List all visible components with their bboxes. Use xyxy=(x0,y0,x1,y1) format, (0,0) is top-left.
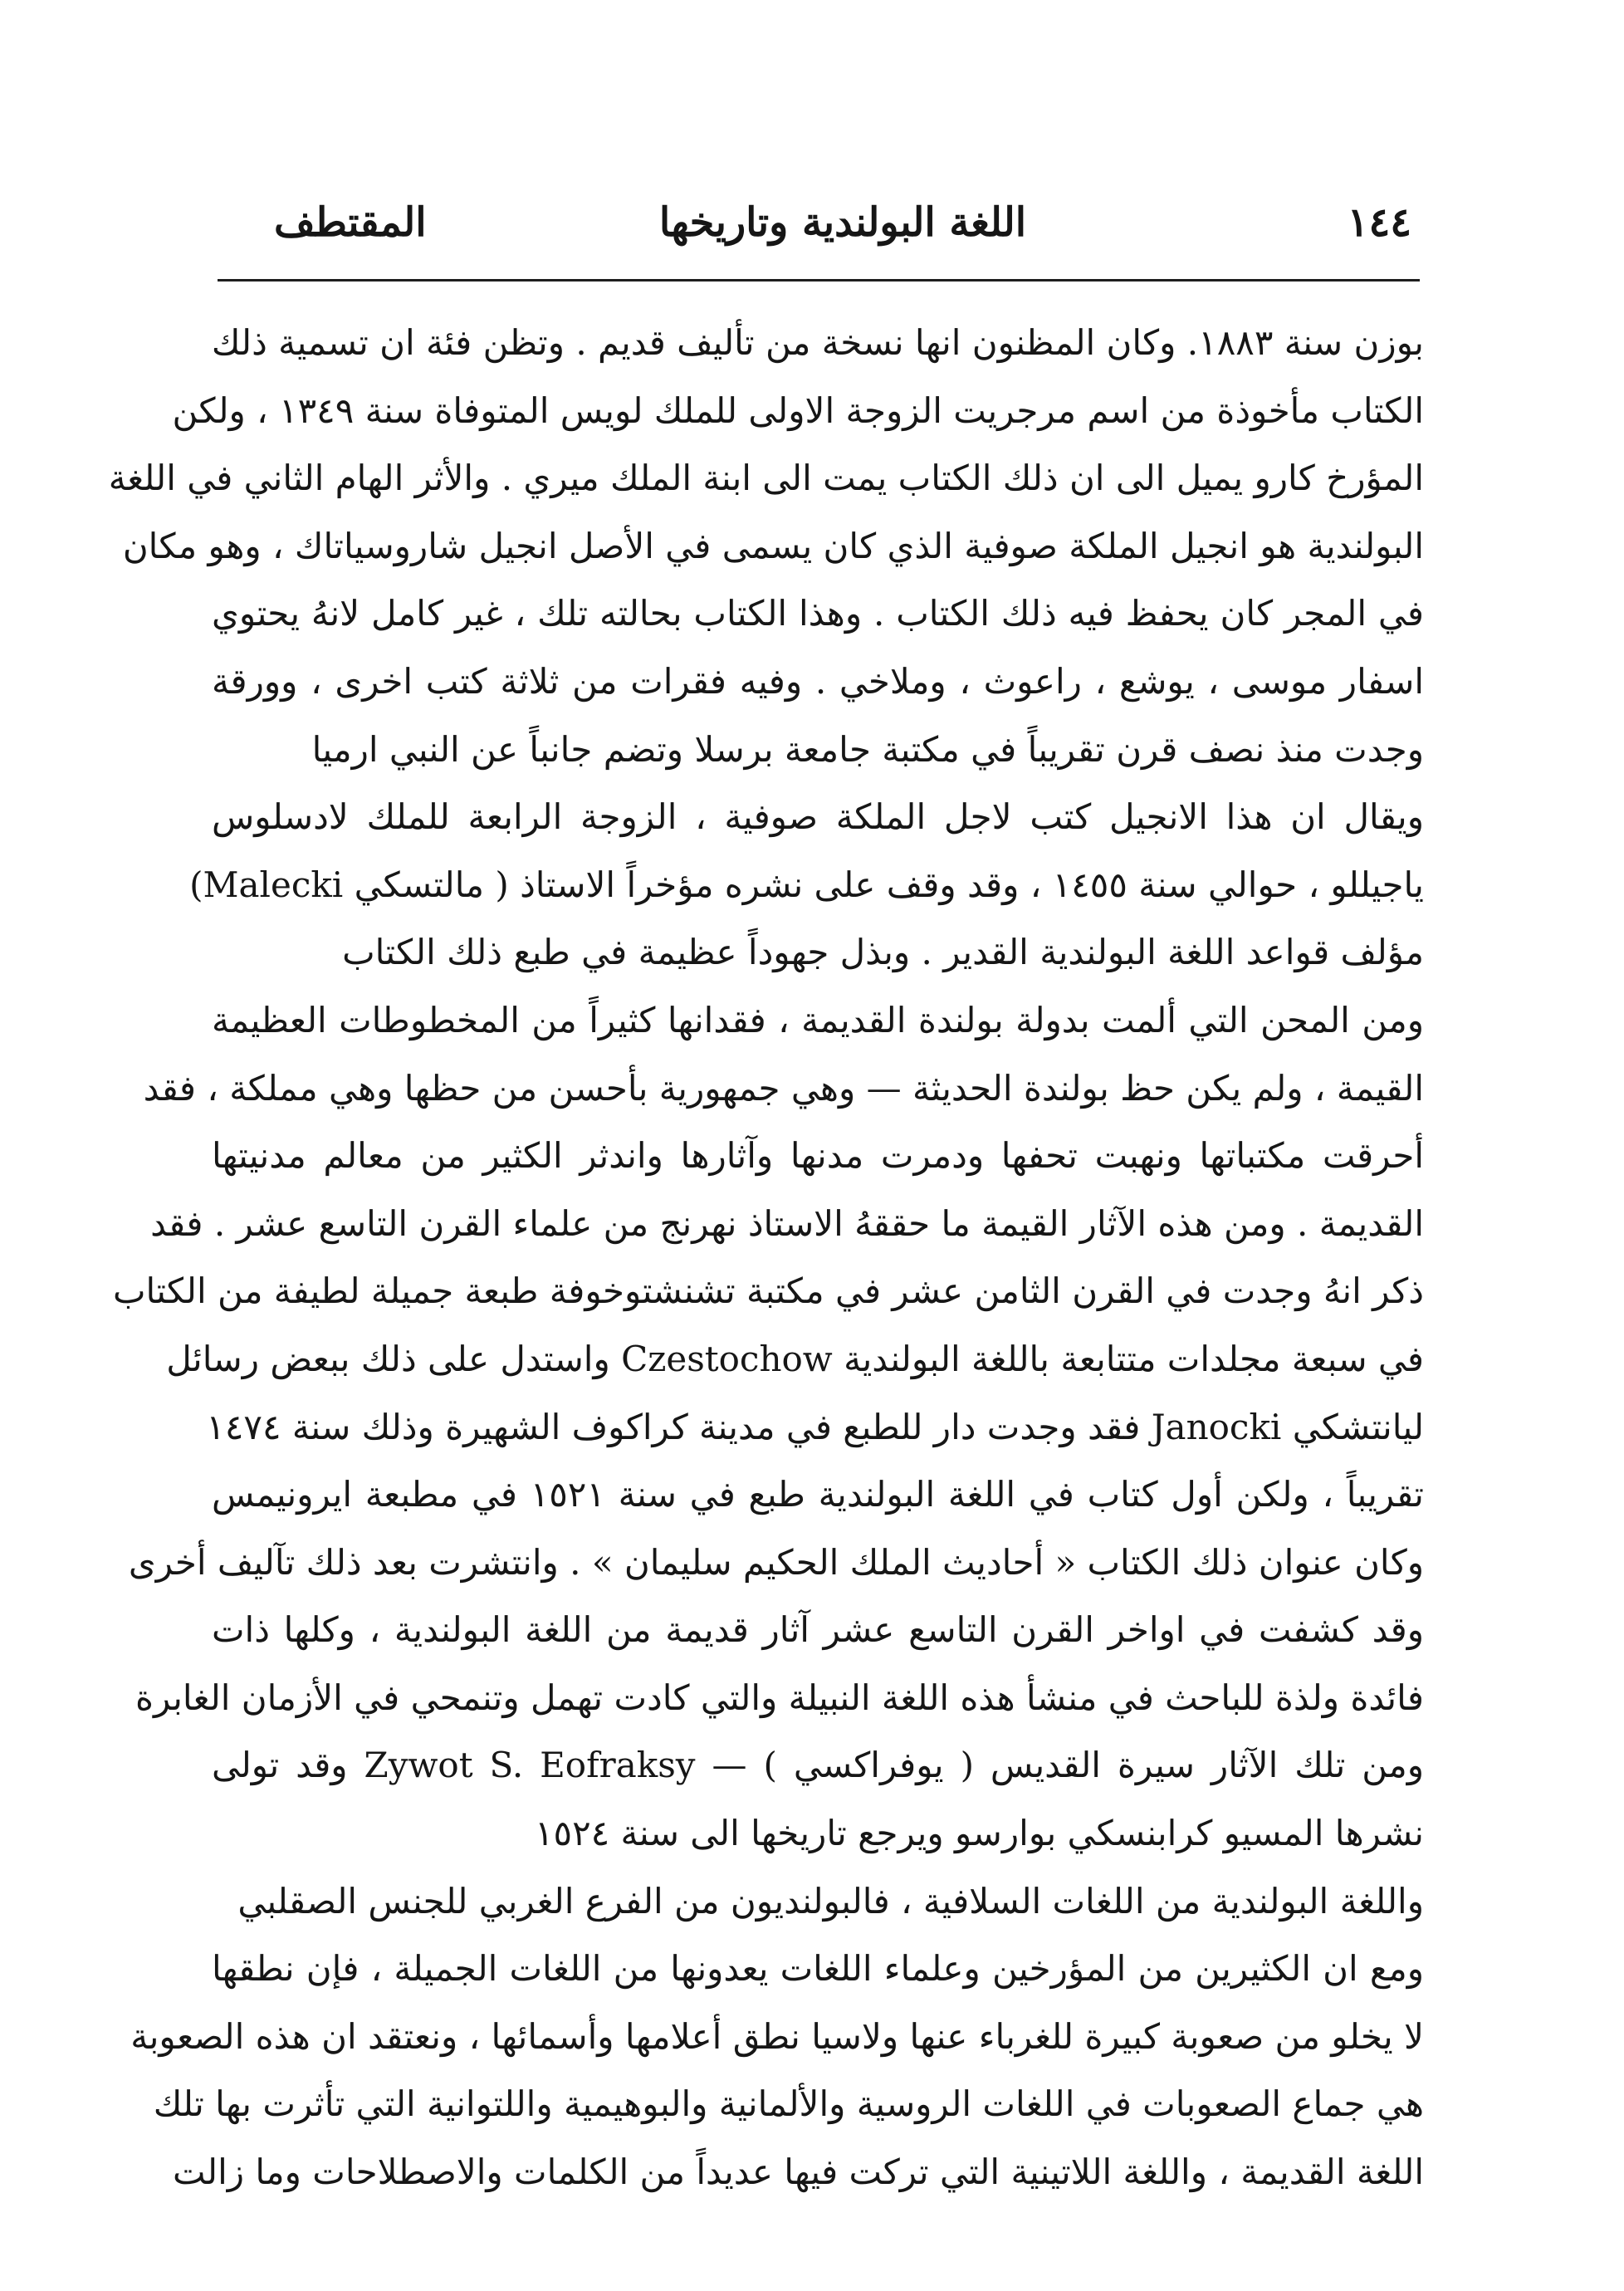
text-line: وكان عنوان ذلك الكتاب « أحاديث الملك الحكيم سليمان » . وانتشرت بعد ذلك تآليف أخرى xyxy=(128,1541,1424,1583)
text-line: فائدة ولذة للباحث في منشأ هذه اللغة النبيلة والتي كادت تهمل وتنمحي في الأزمان الغابرة xyxy=(135,1677,1424,1718)
page-header xyxy=(274,189,1411,256)
text-line: ليانتشكي Janocki فقد وجدت دار للطبع في مدينة كراكوف الشهيرة وذلك سنة ١٤٧٤ xyxy=(206,1406,1424,1447)
text-line: ذكر انهُ وجدت في القرن الثامن عشر في مكتبة تشنشتوخوفة طبعة جميلة لطيفة من الكتاب xyxy=(112,1270,1424,1312)
text-line: في المجر كان يحفظ فيه ذلك الكتاب . وهذا الكتاب بحالته تلك ، غير كامل لانهُ يحتوي xyxy=(212,593,1424,634)
text-line: ياجيللو ، حوالي سنة ١٤٥٥ ، وقد وقف على نشره مؤخراً الاستاذ ( مالتسكي Malecki) xyxy=(189,864,1424,905)
text-line: ومن تلك الآثار سيرة القديس ( يوفراكسي ) — Zywot S. Eofraksy وقد تولى xyxy=(212,1745,1424,1786)
text-line: أحرقت مكتباتها ونهبت تحفها ودمرت مدنها وآثارها واندثر الكثير من معالم مدنيتها xyxy=(212,1135,1424,1177)
text-line: وجدت منذ نصف قرن تقريباً في مكتبة جامعة برسلا وتضم جانباً عن النبي ارميا xyxy=(311,728,1424,770)
text-line: القديمة . ومن هذه الآثار القيمة ما حققهُ الاستاذ نهرنج من علماء القرن التاسع عشر . فقد xyxy=(150,1202,1424,1244)
header-rule xyxy=(218,279,1420,281)
text-line: الكتاب مأخوذة من اسم مرجريت الزوجة الاولى للملك لويس المتوفاة سنة ١٣٤٩ ، ولكن xyxy=(172,389,1424,431)
text-line: في سبعة مجلدات متتابعة باللغة البولندية Czestochow واستدل على ذلك ببعض رسائل xyxy=(166,1338,1424,1379)
text-line: هي جماع الصعوبات في اللغات الروسية والألمانية والبوهيمية واللتوانية التي تأثرت بها تلك xyxy=(153,2083,1424,2125)
journal-name: المقتطف xyxy=(274,199,427,246)
text-line: ومع ان الكثيرين من المؤرخين وعلماء اللغات يعدونها من اللغات الجميلة ، فإن نطقها xyxy=(212,1948,1424,1990)
text-line: المؤرخ كارو يميل الى ان ذلك الكتاب يمت الى ابنة الملك ميري . والأثر الهام الثاني في اللغة xyxy=(108,458,1424,499)
text-line: ويقال ان هذا الانجيل كتب لاجل الملكة صوفية ، الزوجة الرابعة للملك لادسلوس xyxy=(212,796,1424,838)
text-line: واللغة البولندية من اللغات السلافية ، فالبولنديون من الفرع الغربي للجنس الصقلبي xyxy=(237,1880,1424,1921)
text-line: اسفار موسى ، يوشع ، راعوث ، وملاخي . وفيه فقرات من ثلاثة كتب اخرى ، وورقة xyxy=(212,660,1424,702)
text-line: تقريباً ، ولكن أول كتاب في اللغة البولندية طبع في سنة ١٥٢١ في مطبعة ايرونيمس xyxy=(212,1474,1424,1515)
text-line: القيمة ، ولم يكن حظ بولندة الحديثة — وهي جمهورية بأحسن من حظها وهي مملكة ، فقد xyxy=(143,1067,1424,1109)
text-line: نشرها المسيو كرابنسكي بوارسو ويرجع تاريخها الى سنة ١٥٢٤ xyxy=(534,1813,1424,1854)
text-line: لا يخلو من صعوبة كبيرة للغرباء عنها ولاسيا نطق أعلامها وأسمائها ، ونعتقد ان هذه الصعوبة xyxy=(130,2015,1424,2057)
text-line: بوزن سنة ١٨٨٣. وكان المظنون انها نسخة من تأليف قديم . وتظن فئة ان تسمية ذلك xyxy=(211,322,1424,363)
text-line: البولندية هو انجيل الملكة صوفية الذي كان يسمى في الأصل انجيل شاروسياتاك ، وهو مكان xyxy=(122,525,1424,566)
body-text xyxy=(108,309,1424,2206)
page-number: ١٤٤ xyxy=(1347,199,1411,246)
text-line: اللغة القديمة ، واللغة اللاتينية التي تركت فيها عديداً من الكلمات والاصطلاحات وما زالت xyxy=(173,2151,1424,2193)
text-line: ومن المحن التي ألمت بدولة بولندة القديمة ، فقدانها كثيراً من المخطوطات العظيمة xyxy=(212,999,1424,1040)
text-line: مؤلف قواعد اللغة البولندية القدير . وبذل جهوداً عظيمة في طبع ذلك الكتاب xyxy=(342,932,1424,973)
text-line: وقد كشفت في اواخر القرن التاسع عشر آثار قديمة من اللغة البولندية ، وكلها ذات xyxy=(212,1609,1424,1651)
running-title: اللغة البولندية وتاريخها xyxy=(658,199,1027,246)
